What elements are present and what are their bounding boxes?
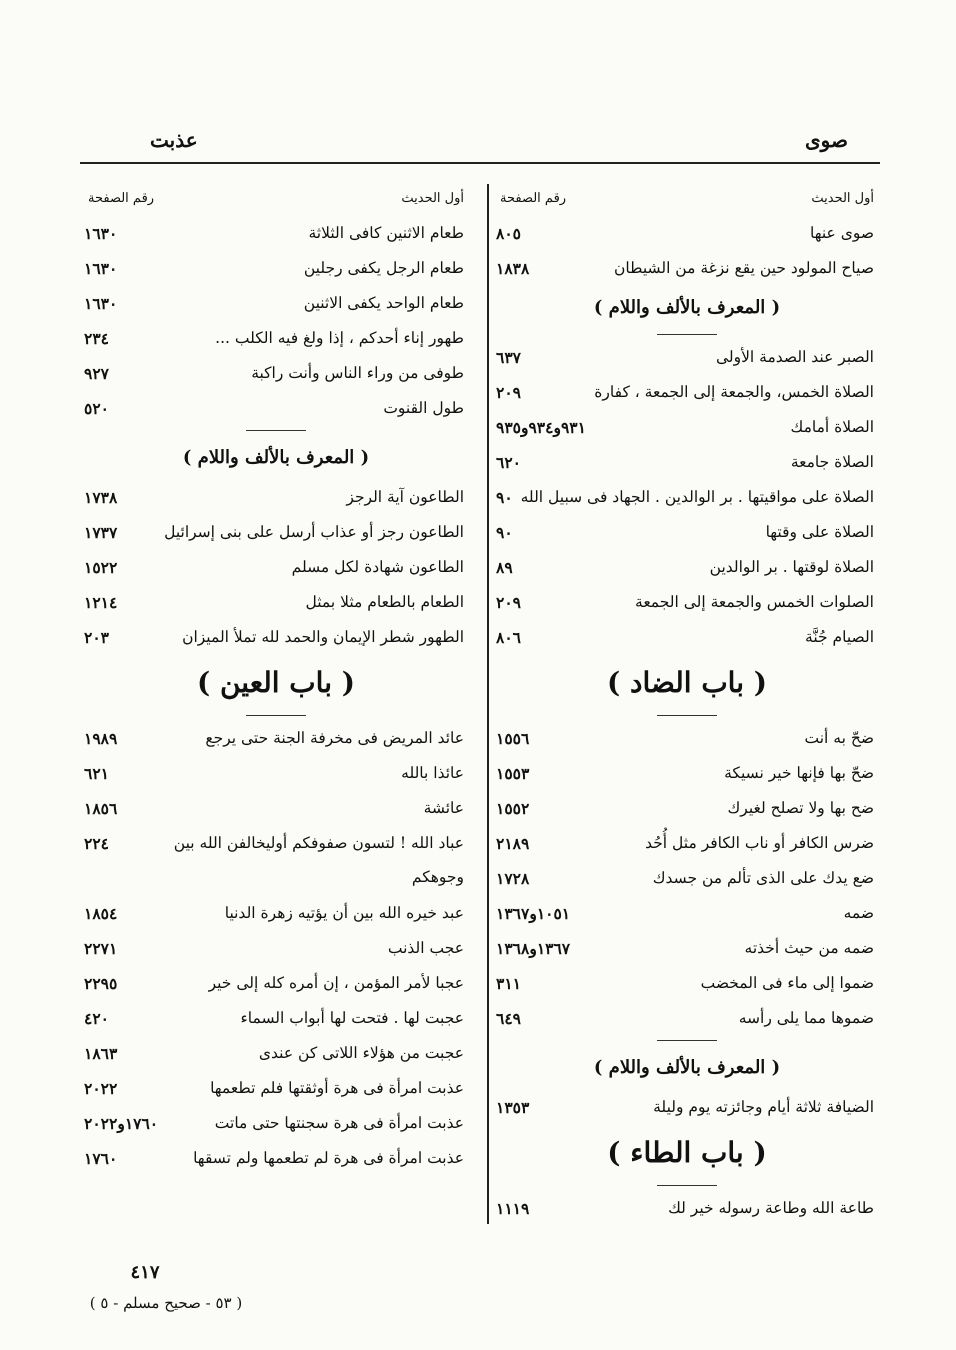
entry-page: ٨٩ — [496, 558, 513, 577]
entry-page: ١٩٨٩ — [84, 729, 118, 748]
index-column-left — [80, 182, 472, 1176]
index-entry — [80, 791, 472, 826]
entry-page: ٦٢١ — [84, 764, 109, 783]
index-entry — [492, 585, 882, 620]
entry-page: ٩٣١و٩٣٤و٩٣٥ — [496, 418, 586, 437]
entry-text: طول القنوت — [383, 399, 464, 417]
index-entry — [80, 480, 472, 515]
page-number: ٤١٧ — [130, 1262, 160, 1283]
entry-page: ١٧٦٠و٢٠٢٢ — [84, 1114, 159, 1133]
entry-page: ١٧٢٨ — [496, 869, 530, 888]
entry-page: ٨٠٦ — [496, 628, 521, 647]
index-entry — [492, 756, 882, 791]
entry-text: عائذا بالله — [401, 764, 464, 782]
index-entry — [80, 1001, 472, 1036]
signature-mark: ( ٥٣ - صحيح مسلم - ٥ ) — [89, 1294, 243, 1312]
index-entry — [492, 896, 882, 931]
index-entry — [80, 391, 472, 426]
header-page-number: رقم الصفحة — [88, 191, 155, 206]
entry-text: عجبا لأمر المؤمن ، إن أمره كله إلى خير — [208, 974, 464, 992]
entry-text: ضحّ بها فإنها خير نسيكة — [724, 764, 874, 782]
divider — [80, 426, 472, 436]
entry-text: عائشة — [423, 799, 464, 817]
entry-page: ١٨٥٤ — [84, 904, 118, 923]
entry-list — [80, 721, 472, 826]
index-entry — [80, 896, 472, 931]
entry-page: ٢٠٣ — [84, 628, 109, 647]
header-hadith-start: أول الحديث — [811, 191, 874, 206]
index-entry — [492, 721, 882, 756]
index-entry — [492, 480, 882, 515]
entry-text: عذبت امرأة فى هرة سجنتها حتى ماتت — [214, 1114, 464, 1132]
entry-page: ١٥٥٢ — [496, 799, 530, 818]
entry-page: ١٧٦٠ — [84, 1149, 118, 1168]
entry-text: عبد خيره الله بين أن يؤتيه زهرة الدنيا — [224, 904, 464, 922]
index-entry — [80, 321, 472, 356]
index-entry — [492, 515, 882, 550]
entry-text: عائد المريض فى مخرفة الجنة حتى يرجع — [205, 729, 464, 747]
entry-page: ١١١٩ — [496, 1199, 530, 1218]
entry-page: ٩٠ — [496, 488, 513, 507]
entry-page: ٢٠٢٢ — [84, 1079, 118, 1098]
entry-list — [492, 1090, 882, 1125]
section-subheading: ( المعرف بالألف واللام ) — [593, 297, 781, 318]
entry-page: ٢٢٧١ — [84, 939, 118, 958]
entry-text: طهور إناء أحدكم ، إذا ولغ فيه الكلب ... — [215, 329, 464, 347]
running-head-right: صوى — [805, 128, 848, 152]
entry-page: ١٨٦٣ — [84, 1044, 118, 1063]
entry-text: عجبت لها . فتحت لها أبواب السماء — [240, 1009, 464, 1027]
entry-text: الصلاة جامعة — [790, 453, 874, 471]
entry-text: صياح المولود حين يقع نزغة من الشيطان — [614, 259, 874, 277]
entry-page: ٣١١ — [496, 974, 521, 993]
entry-page: ١٥٢٢ — [84, 558, 118, 577]
index-entry — [492, 550, 882, 585]
entry-page: ٥٢٠ — [84, 399, 109, 418]
entry-text: الطهور شطر الإيمان والحمد لله تملأ الميزان — [182, 628, 464, 646]
index-entry — [80, 216, 472, 251]
entry-page: ١٦٣٠ — [84, 259, 118, 278]
index-entry — [492, 251, 882, 286]
entry-page: ١٦٣٠ — [84, 294, 118, 313]
header-hadith-start: أول الحديث — [401, 191, 464, 206]
index-entry — [492, 1090, 882, 1125]
entry-text: الصلاة لوقتها . بر الوالدين — [709, 558, 874, 576]
index-entry — [80, 966, 472, 1001]
section-subheading: ( المعرف بالألف واللام ) — [593, 1057, 781, 1078]
entry-text: طاعة الله وطاعة رسوله خير لك — [668, 1199, 874, 1217]
entry-page: ٩٠ — [496, 523, 513, 542]
entry-page: ٢٢٤ — [84, 834, 109, 853]
entry-page: ١٥٥٦ — [496, 729, 530, 748]
entry-text: ضرس الكافر أو ناب الكافر مثل أُحُد — [645, 834, 874, 852]
entry-text: الصلوات الخمس والجمعة إلى الجمعة — [635, 593, 874, 611]
entry-text: عذبت امرأة فى هرة أوثقتها فلم تطعمها — [210, 1079, 464, 1097]
header-rule — [80, 162, 880, 164]
entry-page: ٦٤٩ — [496, 1009, 521, 1028]
entry-page: ٦٢٠ — [496, 453, 521, 472]
entry-text: الطاعون آية الرجز — [346, 488, 464, 506]
entry-text: الطاعون رجز أو عذاب أرسل على بنى إسرائيل — [164, 523, 464, 541]
entry-text: الصلاة على وقتها — [765, 523, 874, 541]
entry-text: الصبر عند الصدمة الأولى — [715, 348, 874, 366]
entry-text: ضحّ به أنت — [804, 729, 874, 747]
index-entry — [80, 931, 472, 966]
divider — [492, 330, 882, 340]
entry-text: طعام الرجل يكفى رجلين — [303, 259, 464, 277]
entry-text: عجبت من هؤلاء اللاتى كن عندى — [258, 1044, 464, 1062]
section-subheading: ( المعرف بالألف واللام ) — [182, 447, 370, 468]
entry-list — [80, 216, 472, 426]
entry-list — [492, 721, 882, 1036]
entry-text: ضمه من حيث أخذته — [744, 939, 874, 957]
entry-page: ٢٣٤ — [84, 329, 109, 348]
entry-text: عجب الذنب — [387, 939, 464, 957]
entry-page: ١٢١٤ — [84, 593, 118, 612]
entry-list — [80, 896, 472, 1176]
index-entry — [492, 966, 882, 1001]
column-header — [80, 182, 472, 216]
index-entry — [492, 931, 882, 966]
entry-text: عباد الله ! لتسون صفوفكم أوليخالفن الله بين وجوهكم — [173, 834, 464, 886]
index-entry — [80, 1106, 472, 1141]
divider — [492, 1036, 882, 1046]
entry-list — [492, 340, 882, 655]
entry-text: طعام الاثنين كافى الثلاثة — [308, 224, 464, 242]
index-entry — [492, 375, 882, 410]
entry-list — [492, 216, 882, 286]
entry-page: ١٣٥٣ — [496, 1098, 530, 1117]
index-entry — [80, 1141, 472, 1176]
index-entry — [80, 756, 472, 791]
index-entry — [80, 1071, 472, 1106]
entry-page: ١٨٣٨ — [496, 259, 530, 278]
entry-text: صوى عنها — [809, 224, 874, 242]
index-entry — [80, 1036, 472, 1071]
entry-page: ٢٢٩٥ — [84, 974, 118, 993]
entry-text: طوفى من وراء الناس وأنت راكبة — [251, 364, 464, 382]
entry-page: ١٠٥١و١٣٦٧ — [496, 904, 571, 923]
entry-list — [492, 1191, 882, 1226]
chapter-heading: ( باب العين ) — [196, 666, 355, 699]
column-header — [492, 182, 882, 216]
entry-text: ضموها مما يلى رأسه — [738, 1009, 874, 1027]
entry-text: طعام الواحد يكفى الاثنين — [303, 294, 464, 312]
index-entry — [492, 340, 882, 375]
index-entry — [492, 1001, 882, 1036]
chapter-heading: ( باب الضاد ) — [606, 666, 767, 699]
index-entry — [80, 550, 472, 585]
entry-page: ٢٠٩ — [496, 383, 521, 402]
index-entry — [80, 356, 472, 391]
entry-text: ضمه — [843, 904, 874, 922]
entry-page: ١٨٥٦ — [84, 799, 118, 818]
divider — [492, 711, 882, 721]
index-entry — [492, 791, 882, 826]
entry-text: الطعام بالطعام مثلا بمثل — [305, 593, 464, 611]
index-entry — [80, 251, 472, 286]
running-head-left: عذبت — [150, 128, 198, 152]
entry-page: ٦٣٧ — [496, 348, 521, 367]
index-entry — [80, 826, 472, 896]
header-page-number: رقم الصفحة — [500, 191, 567, 206]
index-entry — [492, 445, 882, 480]
index-entry — [80, 721, 472, 756]
entry-text: الصلاة على مواقيتها . بر الوالدين . الجهاد فى سبيل الله — [520, 488, 874, 506]
entry-text: ضح بها ولا تصلح لغيرك — [727, 799, 874, 817]
entry-page: ٢٠٩ — [496, 593, 521, 612]
entry-page: ١٧٣٨ — [84, 488, 118, 507]
index-entry — [492, 410, 882, 445]
index-entry — [80, 585, 472, 620]
divider — [80, 711, 472, 721]
index-entry — [492, 216, 882, 251]
entry-text: الضيافة ثلاثة أيام وجائزته يوم وليلة — [653, 1098, 874, 1116]
index-entry — [492, 861, 882, 896]
column-divider — [487, 184, 489, 1224]
entry-list — [80, 480, 472, 655]
index-entry — [492, 620, 882, 655]
chapter-heading: ( باب الطاء ) — [607, 1136, 767, 1169]
entry-text: الصلاة الخمس، والجمعة إلى الجمعة ، كفارة — [594, 383, 874, 401]
entry-text: ضموا إلى ماء فى المخضب — [700, 974, 874, 992]
entry-text: الصيام جُنَّة — [805, 628, 874, 646]
entry-page: ٨٠٥ — [496, 224, 521, 243]
index-entry — [492, 1191, 882, 1226]
index-column-right — [492, 182, 882, 1226]
entry-page: ٤٢٠ — [84, 1009, 109, 1028]
index-entry — [80, 286, 472, 321]
entry-text: الصلاة أمامك — [790, 418, 874, 436]
index-entry — [492, 826, 882, 861]
entry-text: ضع يدك على الذى تألم من جسدك — [652, 869, 874, 887]
index-entry — [80, 515, 472, 550]
entry-page: ١٥٥٣ — [496, 764, 530, 783]
entry-text: عذبت امرأة فى هرة لم تطعمها ولم تسقها — [193, 1149, 464, 1167]
entry-page: ١٣٦٧و١٣٦٨ — [496, 939, 571, 958]
entry-page: ٢١٨٩ — [496, 834, 530, 853]
entry-page: ٩٢٧ — [84, 364, 109, 383]
index-entry — [80, 620, 472, 655]
divider — [492, 1181, 882, 1191]
entry-text: الطاعون شهادة لكل مسلم — [291, 558, 464, 576]
entry-page: ١٧٣٧ — [84, 523, 118, 542]
entry-page: ١٦٣٠ — [84, 224, 118, 243]
